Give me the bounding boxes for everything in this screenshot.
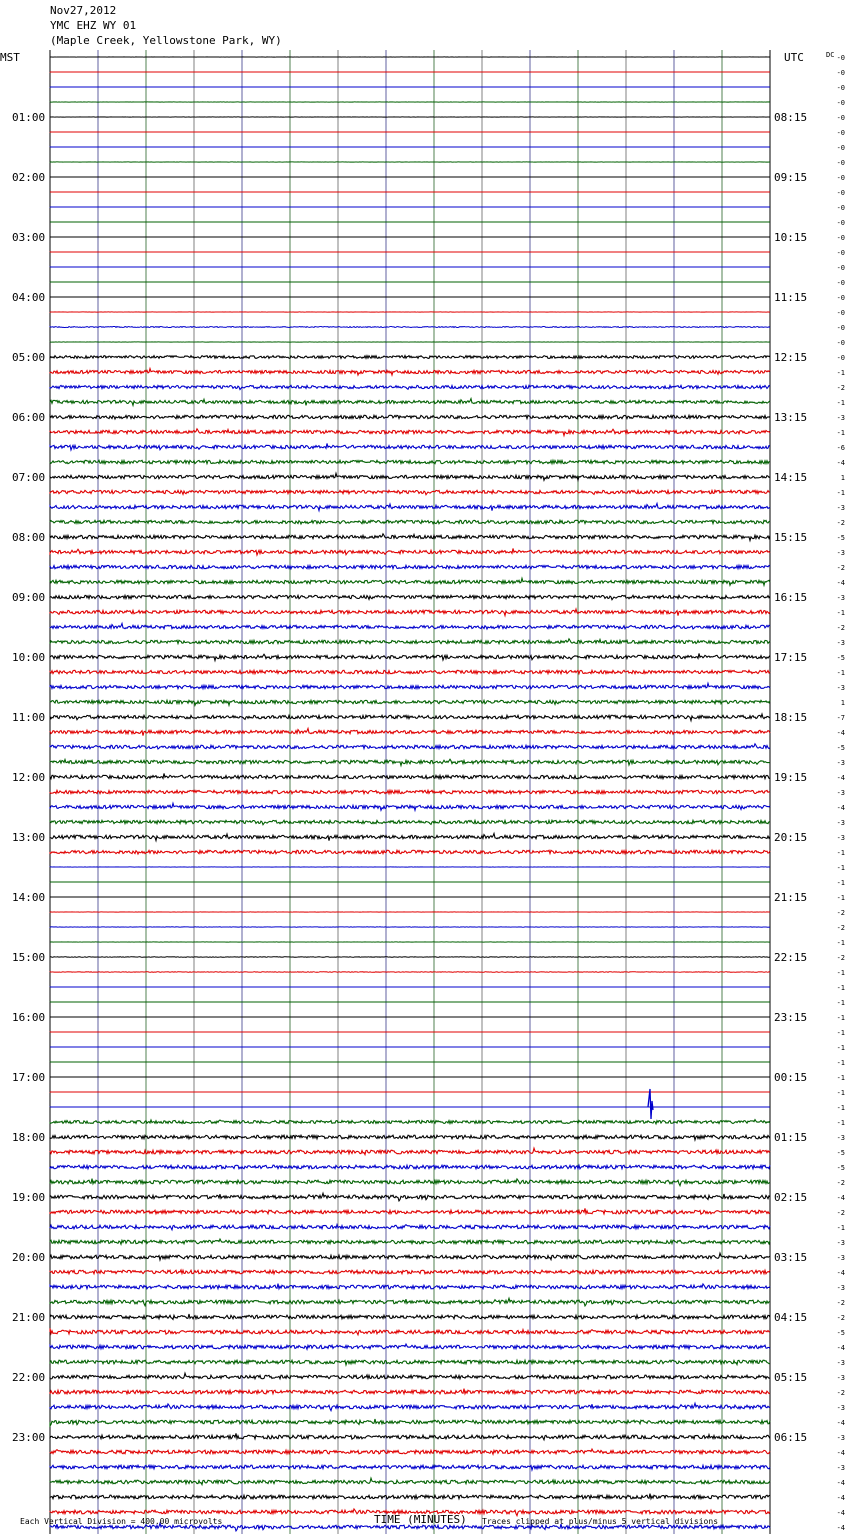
dc-offset-label: -1 xyxy=(836,939,845,947)
dc-offset-label: -2 xyxy=(836,564,845,572)
dc-offset-label: -2 xyxy=(836,1314,845,1322)
seismic-trace xyxy=(50,670,770,673)
mst-hour-label: 20:00 xyxy=(12,1251,46,1264)
seismic-trace xyxy=(50,972,770,973)
mst-hour-label: 09:00 xyxy=(12,591,46,604)
dc-offset-label: -3 xyxy=(836,819,845,827)
seismic-trace xyxy=(50,1135,770,1140)
utc-hour-label: 17:15 xyxy=(774,651,808,664)
dc-offset-label: -4 xyxy=(836,1479,845,1487)
mst-hour-label: 15:00 xyxy=(12,951,46,964)
dc-offset-label: -3 xyxy=(836,1284,845,1292)
dc-offset-label: -1 xyxy=(836,429,845,437)
dc-offset-label: -2 xyxy=(836,384,845,392)
seismic-trace xyxy=(50,820,770,824)
dc-offset-label: -1 xyxy=(836,1074,845,1082)
dc-offset-label: -7 xyxy=(836,714,845,722)
utc-axis-label: UTC xyxy=(784,51,804,64)
seismic-trace xyxy=(50,595,770,599)
dc-offset-label: -1 xyxy=(836,1014,845,1022)
seismic-trace xyxy=(50,653,770,660)
seismic-trace xyxy=(50,578,770,585)
mst-hour-label: 06:00 xyxy=(12,411,46,424)
dc-offset-label: -3 xyxy=(836,1239,845,1247)
mst-hour-label: 21:00 xyxy=(12,1311,46,1324)
mst-axis-label: MST xyxy=(0,51,20,64)
utc-hour-label: 19:15 xyxy=(774,771,808,784)
mst-hour-label: 16:00 xyxy=(12,1011,46,1024)
seismic-trace xyxy=(50,714,770,720)
mst-hour-label: 04:00 xyxy=(12,291,46,304)
dc-offset-label: -1 xyxy=(836,969,845,977)
seismic-trace xyxy=(50,369,770,376)
seismic-trace xyxy=(50,1165,770,1169)
dc-offset-label: -4 xyxy=(836,729,845,737)
dc-offset-label: -4 xyxy=(836,1494,845,1502)
dc-offset-label: -3 xyxy=(836,639,845,647)
dc-offset-label: -5 xyxy=(836,1149,845,1157)
seismic-trace xyxy=(50,1179,770,1186)
seismic-trace xyxy=(50,443,770,450)
dc-offset-label: -1 xyxy=(836,1044,845,1052)
utc-hour-label: 04:15 xyxy=(774,1311,808,1324)
seismic-trace xyxy=(50,1478,770,1484)
dc-offset-label: -3 xyxy=(836,834,845,842)
seismic-trace xyxy=(50,1225,770,1230)
dc-offset-label: -1 xyxy=(836,1104,845,1112)
seismic-trace xyxy=(50,790,770,793)
dc-offset-label: -1 xyxy=(836,399,845,407)
seismic-trace xyxy=(50,1433,770,1439)
dc-offset-label: -0 xyxy=(836,234,845,242)
seismic-trace xyxy=(50,490,770,494)
mst-hour-label: 23:00 xyxy=(12,1431,46,1444)
dc-offset-label: -5 xyxy=(836,744,845,752)
x-axis-title: TIME (MINUTES) xyxy=(374,1513,467,1526)
seismic-trace xyxy=(50,639,770,644)
seismic-trace xyxy=(50,1494,770,1499)
dc-offset-label: -1 xyxy=(836,1089,845,1097)
utc-hour-label: 13:15 xyxy=(774,411,808,424)
dc-offset-label: -0 xyxy=(836,354,845,362)
seismic-trace xyxy=(50,759,770,765)
dc-offset-label: -2 xyxy=(836,1299,845,1307)
utc-hour-label: 01:15 xyxy=(774,1131,808,1144)
seismic-trace xyxy=(50,728,770,735)
dc-offset-label: -5 xyxy=(836,1164,845,1172)
dc-offset-label: -0 xyxy=(836,324,845,332)
seismic-trace xyxy=(50,1449,770,1454)
seismic-trace xyxy=(50,1360,770,1365)
dc-offset-label: -3 xyxy=(836,1359,845,1367)
dc-offset-label: -3 xyxy=(836,1404,845,1412)
utc-hour-label: 09:15 xyxy=(774,171,808,184)
seismic-trace xyxy=(50,503,770,510)
dc-offset-labels xyxy=(837,54,845,1534)
seismic-trace xyxy=(50,473,770,480)
dc-offset-label: -1 xyxy=(836,489,845,497)
dc-offset-label: -0 xyxy=(836,309,845,317)
seismic-trace xyxy=(50,1208,770,1214)
seismic-trace xyxy=(50,1284,770,1289)
recording-date: Nov27,2012 xyxy=(50,4,117,17)
seismic-spike xyxy=(648,1089,653,1119)
mst-hour-label: 02:00 xyxy=(12,171,46,184)
dc-offset-label: -0 xyxy=(836,99,845,107)
dc-offset-label: -2 xyxy=(836,1179,845,1187)
mst-hour-label: 12:00 xyxy=(12,771,46,784)
dc-offset-label: -1 xyxy=(836,864,845,872)
mst-hour-label: 10:00 xyxy=(12,651,46,664)
utc-hour-label: 02:15 xyxy=(774,1191,808,1204)
seismic-trace xyxy=(50,700,770,705)
mst-hour-label: 11:00 xyxy=(12,711,46,724)
seismic-trace xyxy=(50,548,770,555)
seismic-trace xyxy=(50,1419,770,1426)
seismic-trace xyxy=(50,415,770,419)
seismic-trace xyxy=(50,609,770,616)
seismic-trace xyxy=(50,744,770,749)
utc-hour-label: 15:15 xyxy=(774,531,808,544)
dc-offset-label: -4 xyxy=(836,1194,845,1202)
dc-offset-label: -0 xyxy=(836,69,845,77)
seismic-trace xyxy=(50,356,770,359)
mst-hour-label: 17:00 xyxy=(12,1071,46,1084)
utc-hour-label: 22:15 xyxy=(774,951,808,964)
seismic-trace xyxy=(50,385,770,389)
dc-offset-label: -4 xyxy=(836,1269,845,1277)
dc-offset-label: -3 xyxy=(836,684,845,692)
dc-offset-label: -3 xyxy=(836,1464,845,1472)
seismic-trace xyxy=(50,1373,770,1379)
dc-offset-label: -2 xyxy=(836,1389,845,1397)
station-code: YMC EHZ WY 01 xyxy=(50,19,137,32)
utc-hour-label: 14:15 xyxy=(774,471,808,484)
mst-hour-label: 08:00 xyxy=(12,531,46,544)
utc-hour-label: 00:15 xyxy=(774,1071,808,1084)
dc-offset-label: -0 xyxy=(836,339,845,347)
dc-offset-label: -1 xyxy=(836,1059,845,1067)
dc-offset-label: -3 xyxy=(836,594,845,602)
dc-offset-label: -0 xyxy=(836,159,845,167)
dc-offset-label: -0 xyxy=(836,264,845,272)
dc-offset-label: -4 xyxy=(836,1509,845,1517)
dc-offset-label: -1 xyxy=(836,669,845,677)
seismic-trace xyxy=(50,1120,770,1124)
seismic-trace xyxy=(50,1253,770,1260)
utc-hour-label: 23:15 xyxy=(774,1011,808,1024)
dc-offset-label: -1 xyxy=(836,1029,845,1037)
dc-offset-label: -5 xyxy=(836,654,845,662)
utc-hour-label: 05:15 xyxy=(774,1371,808,1384)
seismic-trace xyxy=(50,1148,770,1154)
dc-offset-label: -3 xyxy=(836,1374,845,1382)
dc-offset-label: -2 xyxy=(836,909,845,917)
seismic-trace xyxy=(50,1344,770,1349)
utc-hour-label: 06:15 xyxy=(774,1431,808,1444)
dc-offset-label: -4 xyxy=(836,1524,845,1532)
scale-note: Each Vertical Division = 400.00 microvolts xyxy=(20,1517,223,1526)
dc-offset-label: -3 xyxy=(836,789,845,797)
dc-offset-label: -0 xyxy=(836,219,845,227)
dc-offset-label: -0 xyxy=(836,294,845,302)
dc-offset-label: -0 xyxy=(836,279,845,287)
utc-hour-label: 20:15 xyxy=(774,831,808,844)
station-location: (Maple Creek, Yellowstone Park, WY) xyxy=(50,34,282,47)
dc-offset-label: -3 xyxy=(836,549,845,557)
utc-hour-label: 18:15 xyxy=(774,711,808,724)
seismic-trace xyxy=(50,1298,770,1306)
dc-offset-label: -0 xyxy=(836,204,845,212)
seismic-trace xyxy=(50,773,770,778)
seismic-traces xyxy=(50,57,770,1534)
dc-offset-label: -4 xyxy=(836,1449,845,1457)
mst-hour-label: 03:00 xyxy=(12,231,46,244)
dc-offset-label: -2 xyxy=(836,954,845,962)
seismic-trace xyxy=(50,957,770,958)
utc-hour-label: 08:15 xyxy=(774,111,808,124)
seismic-trace xyxy=(50,327,770,328)
seismic-trace xyxy=(50,1239,770,1244)
mst-hour-label: 05:00 xyxy=(12,351,46,364)
dc-offset-label: -0 xyxy=(836,174,845,182)
dc-offset-label: -0 xyxy=(836,249,845,257)
dc-offset-label: -3 xyxy=(836,414,845,422)
seismic-trace xyxy=(50,565,770,568)
dc-offset-label: -3 xyxy=(836,1254,845,1262)
dc-offset-label: -1 xyxy=(836,849,845,857)
seismic-trace xyxy=(50,1389,770,1394)
seismic-trace xyxy=(50,460,770,463)
dc-offset-label: -3 xyxy=(836,1134,845,1142)
clip-note: Traces clipped at plus/minus 5 vertical divisions xyxy=(482,1517,719,1526)
mst-hour-label: 18:00 xyxy=(12,1131,46,1144)
dc-offset-label: 1 xyxy=(840,474,845,482)
dc-offset-label: -3 xyxy=(836,504,845,512)
dc-offset-label: -1 xyxy=(836,894,845,902)
seismic-trace xyxy=(50,1270,770,1274)
utc-hour-label: 03:15 xyxy=(774,1251,808,1264)
dc-offset-label: -2 xyxy=(836,924,845,932)
seismic-trace xyxy=(50,1465,770,1470)
dc-offset-label: -4 xyxy=(836,804,845,812)
seismic-trace xyxy=(50,534,770,541)
dc-offset-label: -1 xyxy=(836,1119,845,1127)
dc-offset-label: -2 xyxy=(836,519,845,527)
utc-hour-label: 16:15 xyxy=(774,591,808,604)
dc-offset-label: -1 xyxy=(836,879,845,887)
mst-hour-label: 19:00 xyxy=(12,1191,46,1204)
dc-offset-label: -5 xyxy=(836,534,845,542)
seismic-trace xyxy=(50,683,770,688)
dc-offset-label: -4 xyxy=(836,459,845,467)
dc-offset-label: -4 xyxy=(836,1419,845,1427)
dc-offset-label: -1 xyxy=(836,369,845,377)
dc-column-label: DC xyxy=(826,51,835,59)
mst-hour-label: 14:00 xyxy=(12,891,46,904)
dc-offset-label: -4 xyxy=(836,774,845,782)
seismic-trace xyxy=(50,850,770,854)
mst-hour-label: 01:00 xyxy=(12,111,46,124)
seismic-trace xyxy=(50,803,770,810)
dc-offset-label: -0 xyxy=(836,54,845,62)
seismic-trace xyxy=(50,429,770,436)
seismic-trace xyxy=(50,1193,770,1201)
utc-hour-label: 12:15 xyxy=(774,351,808,364)
dc-offset-label: -1 xyxy=(836,1224,845,1232)
dc-offset-label: -4 xyxy=(836,1344,845,1352)
seismic-trace xyxy=(50,1314,770,1319)
dc-offset-label: -1 xyxy=(836,984,845,992)
mst-hour-label: 13:00 xyxy=(12,831,46,844)
seismic-trace xyxy=(50,520,770,524)
dc-offset-label: -1 xyxy=(836,999,845,1007)
seismic-trace xyxy=(50,1403,770,1410)
seismic-trace xyxy=(50,623,770,629)
dc-offset-label: -0 xyxy=(836,129,845,137)
dc-offset-label: -1 xyxy=(836,609,845,617)
dc-offset-label: -0 xyxy=(836,114,845,122)
seismic-trace xyxy=(50,833,770,840)
dc-offset-label: -2 xyxy=(836,1209,845,1217)
seismic-trace xyxy=(50,1328,770,1334)
dc-offset-label: -5 xyxy=(836,1329,845,1337)
dc-offset-label: -3 xyxy=(836,1434,845,1442)
utc-hour-label: 11:15 xyxy=(774,291,808,304)
dc-offset-label: 1 xyxy=(840,699,845,707)
mst-hour-label: 22:00 xyxy=(12,1371,46,1384)
dc-offset-label: -4 xyxy=(836,579,845,587)
dc-offset-label: -0 xyxy=(836,144,845,152)
dc-offset-label: -6 xyxy=(836,444,845,452)
utc-hour-label: 21:15 xyxy=(774,891,808,904)
dc-offset-label: -0 xyxy=(836,84,845,92)
seismic-trace xyxy=(50,399,770,406)
dc-offset-label: -3 xyxy=(836,759,845,767)
dc-offset-label: -2 xyxy=(836,624,845,632)
utc-hour-label: 10:15 xyxy=(774,231,808,244)
dc-offset-label: -0 xyxy=(836,189,845,197)
mst-hour-label: 07:00 xyxy=(12,471,46,484)
